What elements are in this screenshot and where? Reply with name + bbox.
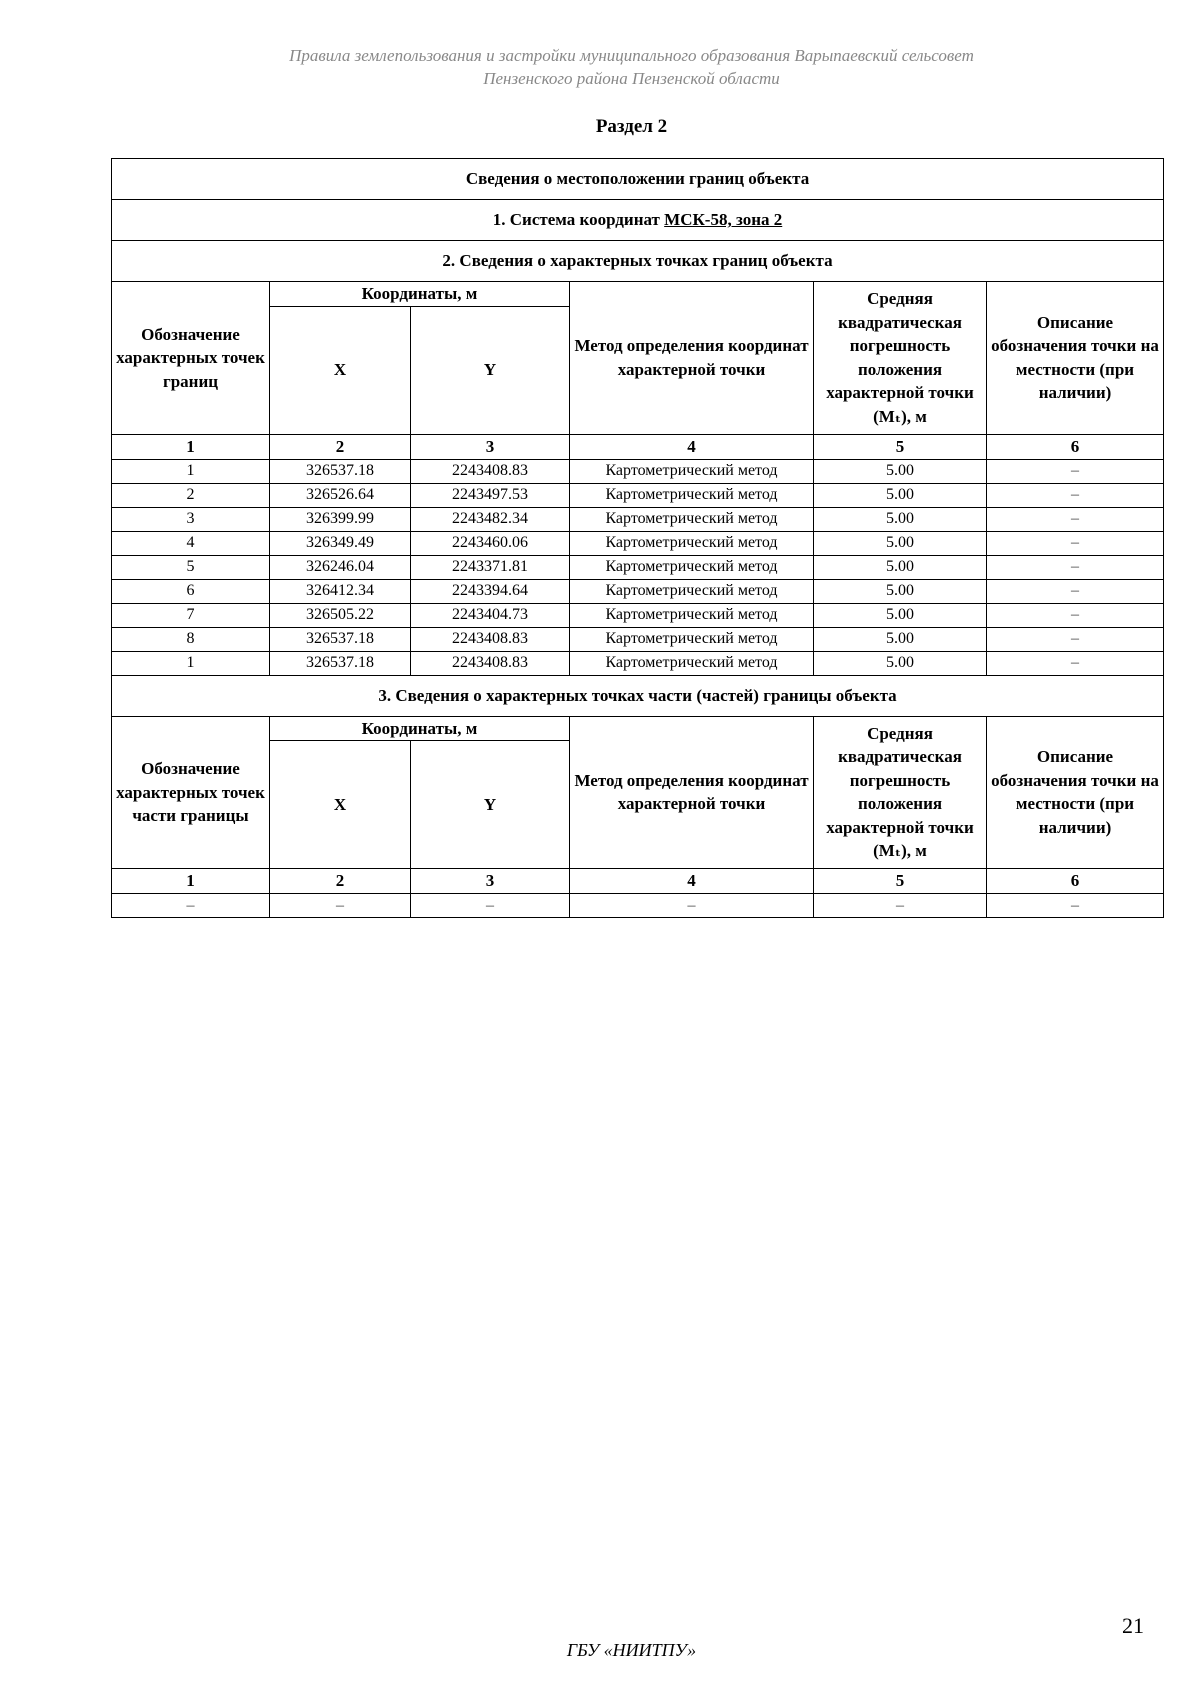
- column-numbers-row: [112, 869, 1164, 894]
- point-id: 2: [112, 483, 270, 507]
- column-number: 4: [570, 434, 814, 459]
- column-numbers-row: [112, 434, 1164, 459]
- point-error: 5.00: [814, 483, 987, 507]
- point-description: –: [987, 579, 1164, 603]
- table-row: [112, 531, 1164, 555]
- point-description: –: [987, 459, 1164, 483]
- column-number: 1: [112, 869, 270, 894]
- point-error: 5.00: [814, 507, 987, 531]
- table-row: [112, 603, 1164, 627]
- point-x: 326412.34: [270, 579, 411, 603]
- point-method: Картометрический метод: [570, 579, 814, 603]
- point-y: 2243497.53: [411, 483, 570, 507]
- table-row: [112, 507, 1164, 531]
- point-y: 2243460.06: [411, 531, 570, 555]
- part-point-id: –: [112, 894, 270, 918]
- column-number: 5: [814, 434, 987, 459]
- point-method: Картометрический метод: [570, 459, 814, 483]
- page-number: 21: [1122, 1613, 1144, 1638]
- point-error: 5.00: [814, 459, 987, 483]
- column-number: 3: [411, 869, 570, 894]
- header-designation-part: Обозначение характерных точек части границы: [112, 716, 270, 869]
- part-point-error: –: [814, 894, 987, 918]
- column-number: 2: [270, 869, 411, 894]
- part-point-x: –: [270, 894, 411, 918]
- point-x: 326526.64: [270, 483, 411, 507]
- running-header-line2: Пензенского района Пензенской области: [483, 69, 780, 88]
- boundary-table: [111, 158, 1164, 918]
- point-x: 326246.04: [270, 555, 411, 579]
- column-number: 1: [112, 434, 270, 459]
- header-method: Метод определения координат характерной точки: [570, 716, 814, 869]
- header-y: Y: [411, 306, 570, 434]
- point-error: 5.00: [814, 627, 987, 651]
- header-error: Средняя квадратическая погрешность положения характерной точки (Mₜ), м: [814, 282, 987, 435]
- header-x: X: [270, 306, 411, 434]
- header-description: Описание обозначения точки на местности (при наличии): [987, 282, 1164, 435]
- header-coords: Координаты, м: [270, 716, 570, 741]
- point-error: 5.00: [814, 651, 987, 675]
- table-row: [112, 483, 1164, 507]
- point-x: 326537.18: [270, 459, 411, 483]
- point-description: –: [987, 507, 1164, 531]
- running-header: [0, 44, 1200, 90]
- coord-system-value: МСК-58, зона 2: [664, 210, 783, 229]
- section-title: Раздел 2: [595, 116, 668, 137]
- point-description: –: [987, 627, 1164, 651]
- point-description: –: [987, 603, 1164, 627]
- column-number: 5: [814, 869, 987, 894]
- point-id: 4: [112, 531, 270, 555]
- table-row: [112, 627, 1164, 651]
- point-id: 1: [112, 651, 270, 675]
- column-number: 6: [987, 869, 1164, 894]
- point-method: Картометрический метод: [570, 603, 814, 627]
- point-y: 2243371.81: [411, 555, 570, 579]
- table-title: Сведения о местоположении границ объекта: [112, 159, 1164, 200]
- point-id: 6: [112, 579, 270, 603]
- running-header-line1: Правила землепользования и застройки муниципального образования Варыпаевский сельсовет: [289, 46, 974, 65]
- table-row: [112, 555, 1164, 579]
- header-designation: Обозначение характерных точек границ: [112, 282, 270, 435]
- footer: ГБУ «НИИТПУ»: [566, 1640, 697, 1660]
- point-description: –: [987, 483, 1164, 507]
- point-error: 5.00: [814, 531, 987, 555]
- point-id: 1: [112, 459, 270, 483]
- point-x: 326349.49: [270, 531, 411, 555]
- point-method: Картометрический метод: [570, 507, 814, 531]
- point-x: 326399.99: [270, 507, 411, 531]
- point-id: 5: [112, 555, 270, 579]
- point-x: 326505.22: [270, 603, 411, 627]
- header-error: Средняя квадратическая погрешность положения характерной точки (Mₜ), м: [814, 716, 987, 869]
- point-id: 8: [112, 627, 270, 651]
- column-number: 3: [411, 434, 570, 459]
- point-y: 2243404.73: [411, 603, 570, 627]
- table-row: [112, 651, 1164, 675]
- point-method: Картометрический метод: [570, 483, 814, 507]
- point-x: 326537.18: [270, 651, 411, 675]
- coord-system-prefix: 1. Система координат: [492, 210, 660, 229]
- point-x: 326537.18: [270, 627, 411, 651]
- point-y: 2243394.64: [411, 579, 570, 603]
- point-description: –: [987, 531, 1164, 555]
- point-y: 2243408.83: [411, 651, 570, 675]
- point-id: 3: [112, 507, 270, 531]
- column-number: 2: [270, 434, 411, 459]
- point-method: Картометрический метод: [570, 531, 814, 555]
- header-description: Описание обозначения точки на местности (при наличии): [987, 716, 1164, 869]
- column-number: 6: [987, 434, 1164, 459]
- header-coords: Координаты, м: [270, 282, 570, 307]
- part-point-description: –: [987, 894, 1164, 918]
- table-row: [112, 579, 1164, 603]
- header-x: X: [270, 741, 411, 869]
- part-point-method: –: [570, 894, 814, 918]
- coord-system-row: [112, 200, 1164, 241]
- point-error: 5.00: [814, 555, 987, 579]
- column-number: 4: [570, 869, 814, 894]
- part3-title: 3. Сведения о характерных точках части (частей) границы объекта: [112, 675, 1164, 716]
- point-id: 7: [112, 603, 270, 627]
- part2-title: 2. Сведения о характерных точках границ объекта: [112, 241, 1164, 282]
- point-y: 2243482.34: [411, 507, 570, 531]
- header-method: Метод определения координат характерной точки: [570, 282, 814, 435]
- table-row: [112, 894, 1164, 918]
- point-method: Картометрический метод: [570, 627, 814, 651]
- point-y: 2243408.83: [411, 627, 570, 651]
- point-method: Картометрический метод: [570, 555, 814, 579]
- point-error: 5.00: [814, 579, 987, 603]
- point-description: –: [987, 651, 1164, 675]
- point-y: 2243408.83: [411, 459, 570, 483]
- header-y: Y: [411, 741, 570, 869]
- point-description: –: [987, 555, 1164, 579]
- point-method: Картометрический метод: [570, 651, 814, 675]
- table-row: [112, 459, 1164, 483]
- point-error: 5.00: [814, 603, 987, 627]
- part-point-y: –: [411, 894, 570, 918]
